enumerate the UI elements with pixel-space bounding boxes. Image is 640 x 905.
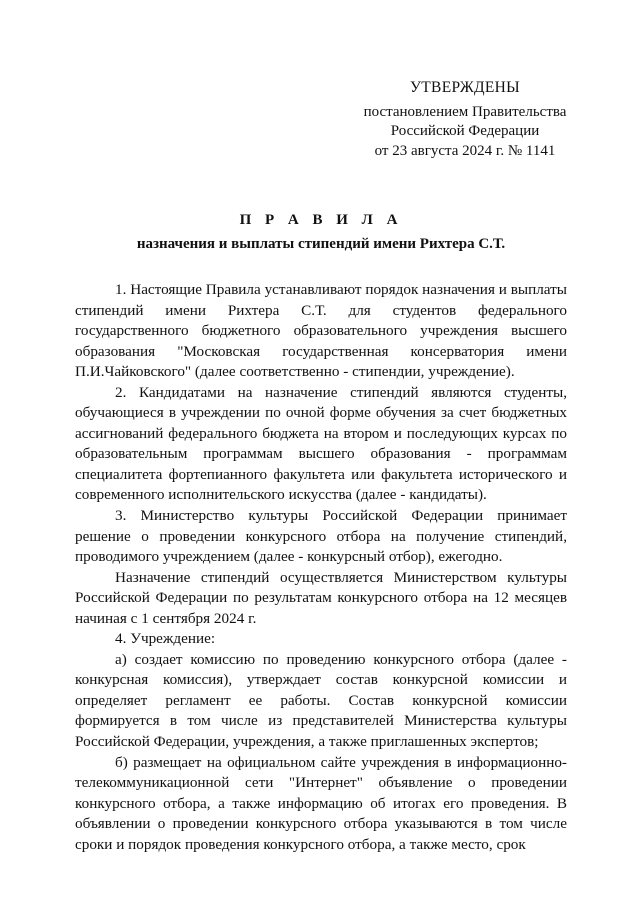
paragraph-4b: б) размещает на официальном сайте учреждения в информационно-телекоммуникационной сети "Интернет" объявление о проведении конкурсного отбора, а также информацию об итогах его проведения. В объявлении о проведении конкурсного отбора указываются в том числе сроки и порядок проведения конкурсного отбора, а также место, срок [75, 753, 567, 853]
paragraph-3-continued: Назначение стипендий осуществляется Министерством культуры Российской Федерации по результатам конкурсного отбора на 12 месяцев начиная с 1 сентября 2024 г. [75, 568, 567, 627]
approval-line-2: Российской Федерации [390, 123, 540, 139]
approval-line-3: от 23 августа 2024 г. № 1141 [374, 142, 556, 159]
paragraph-3: 3. Министерство культуры Российской Федерации принимает решение о проведении конкурсного отбора на получение стипендий, проводимого учреждением (далее - конкурсный отбор), ежегодно. [75, 507, 567, 566]
paragraph-4: 4. Учреждение: [115, 630, 216, 648]
document-title: П Р А В И Л А [239, 212, 403, 228]
approval-heading: УТВЕРЖДЕНЫ [410, 79, 520, 96]
document-subtitle: назначения и выплаты стипендий имени Рихтера С.Т. [136, 236, 506, 252]
approval-block [335, 78, 595, 161]
paragraph-1: 1. Настоящие Правила устанавливают порядок назначения и выплаты стипендий имени Рихтера С.Т. для студентов федерального государственного бюджетного образовательного учреждения высшего образования "Московская государственная консерватория имени П.И.Чайковского" (далее соответственно - стипендии, учреждение). [75, 281, 567, 381]
document-body [75, 280, 567, 855]
approval-line-1: постановлением Правительства [363, 103, 567, 120]
paragraph-2: 2. Кандидатами на назначение стипендий являются студенты, обучающиеся в учреждении по очной форме обучения за счет бюджетных ассигнований федерального бюджета на втором и последующих курсах по образовательным программам высшего образования - программам специалитета фортепианного факультета или факультета исторического и современного исполнительского искусства (далее - кандидаты). [75, 383, 567, 504]
paragraph-4a: а) создает комиссию по проведению конкурсного отбора (далее - конкурсная комиссия), утверждает состав конкурсной комиссии и определяет регламент ее работы. Состав конкурсной комиссии формируется в том числе из представителей Министерства культуры Российской Федерации, учреждения, а также приглашенных экспертов; [75, 650, 567, 751]
